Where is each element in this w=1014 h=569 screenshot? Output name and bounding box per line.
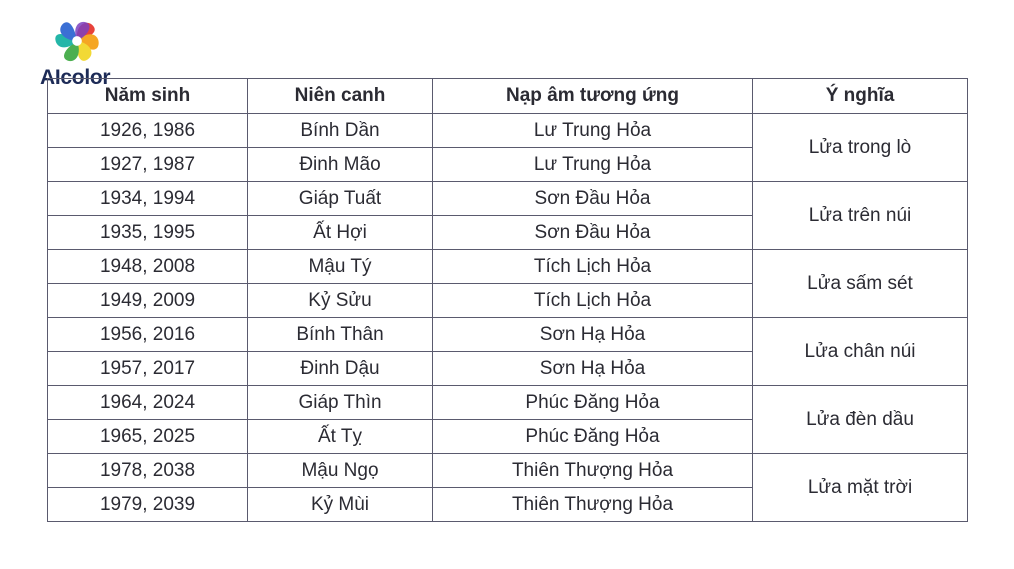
brand-wordmark-color: color bbox=[60, 66, 111, 89]
cell-meaning: Lửa trong lò bbox=[753, 114, 968, 182]
table-row bbox=[48, 318, 968, 352]
cell-birth-year: 1948, 2008 bbox=[48, 250, 248, 284]
cell-birth-year: 1926, 1986 bbox=[48, 114, 248, 148]
column-header-nien-canh: Niên canh bbox=[248, 79, 433, 114]
cell-nien-canh: Bính Thân bbox=[248, 318, 433, 352]
table-header-row bbox=[48, 79, 968, 114]
cell-nien-canh: Mậu Ngọ bbox=[248, 454, 433, 488]
colorful-pinwheel-logo-icon bbox=[50, 14, 104, 68]
cell-meaning: Lửa mặt trời bbox=[753, 454, 968, 522]
brand-logo bbox=[28, 8, 218, 89]
table-row bbox=[48, 114, 968, 148]
cell-nap-am: Lư Trung Hỏa bbox=[433, 148, 753, 182]
cell-nien-canh: Mậu Tý bbox=[248, 250, 433, 284]
cell-meaning: Lửa trên núi bbox=[753, 182, 968, 250]
zodiac-fire-table bbox=[47, 78, 968, 522]
cell-nap-am: Sơn Đầu Hỏa bbox=[433, 182, 753, 216]
cell-nap-am: Sơn Đầu Hỏa bbox=[433, 216, 753, 250]
cell-birth-year: 1949, 2009 bbox=[48, 284, 248, 318]
cell-nien-canh: Giáp Tuất bbox=[248, 182, 433, 216]
cell-nien-canh: Ất Hợi bbox=[248, 216, 433, 250]
column-header-nap-am: Nạp âm tương ứng bbox=[433, 79, 753, 114]
cell-nien-canh: Đinh Mão bbox=[248, 148, 433, 182]
cell-nap-am: Tích Lịch Hỏa bbox=[433, 284, 753, 318]
cell-nien-canh: Kỷ Mùi bbox=[248, 488, 433, 522]
cell-nap-am: Thiên Thượng Hỏa bbox=[433, 488, 753, 522]
cell-nien-canh: Giáp Thìn bbox=[248, 386, 433, 420]
cell-birth-year: 1934, 1994 bbox=[48, 182, 248, 216]
cell-birth-year: 1978, 2038 bbox=[48, 454, 248, 488]
cell-birth-year: 1935, 1995 bbox=[48, 216, 248, 250]
cell-nien-canh: Ất Tỵ bbox=[248, 420, 433, 454]
cell-meaning: Lửa sấm sét bbox=[753, 250, 968, 318]
cell-nap-am: Lư Trung Hỏa bbox=[433, 114, 753, 148]
cell-birth-year: 1927, 1987 bbox=[48, 148, 248, 182]
cell-meaning: Lửa đèn dầu bbox=[753, 386, 968, 454]
table-row bbox=[48, 182, 968, 216]
cell-meaning: Lửa chân núi bbox=[753, 318, 968, 386]
column-header-meaning: Ý nghĩa bbox=[753, 79, 968, 114]
cell-nap-am: Phúc Đăng Hỏa bbox=[433, 420, 753, 454]
column-header-birth-year: Năm sinh bbox=[48, 79, 248, 114]
cell-nap-am: Sơn Hạ Hỏa bbox=[433, 318, 753, 352]
cell-nap-am: Tích Lịch Hỏa bbox=[433, 250, 753, 284]
cell-nap-am: Thiên Thượng Hỏa bbox=[433, 454, 753, 488]
cell-nien-canh: Bính Dần bbox=[248, 114, 433, 148]
cell-birth-year: 1956, 2016 bbox=[48, 318, 248, 352]
brand-wordmark-ai: AI bbox=[40, 66, 61, 89]
cell-birth-year: 1979, 2039 bbox=[48, 488, 248, 522]
table-row bbox=[48, 250, 968, 284]
cell-birth-year: 1965, 2025 bbox=[48, 420, 248, 454]
cell-nien-canh: Kỷ Sửu bbox=[248, 284, 433, 318]
cell-nien-canh: Đinh Dậu bbox=[248, 352, 433, 386]
table-row bbox=[48, 454, 968, 488]
cell-nap-am: Sơn Hạ Hỏa bbox=[433, 352, 753, 386]
cell-birth-year: 1964, 2024 bbox=[48, 386, 248, 420]
cell-birth-year: 1957, 2017 bbox=[48, 352, 248, 386]
cell-nap-am: Phúc Đăng Hỏa bbox=[433, 386, 753, 420]
table-row bbox=[48, 386, 968, 420]
